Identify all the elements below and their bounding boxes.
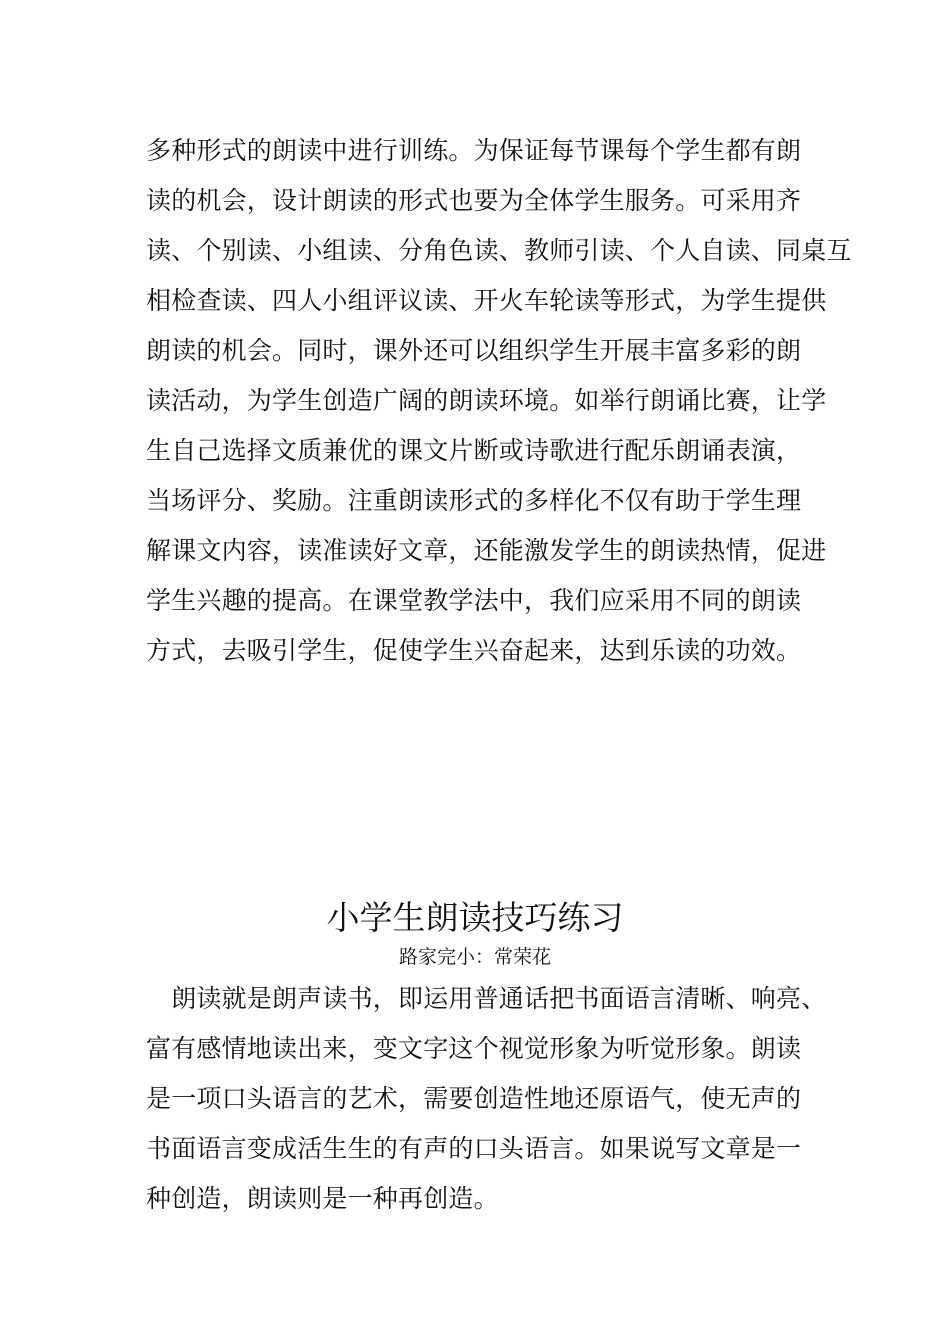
text-line: 学生兴趣的提高。在课堂教学法中，我们应采用不同的朗读: [146, 586, 802, 615]
text-line: 解课文内容，读准读好文章，还能激发学生的朗读热情，促进: [146, 536, 827, 565]
text-line: 相检查读、四人小组评议读、开火车轮读等形式，为学生提供: [146, 286, 827, 315]
author-line: 路家完小：常荣花: [398, 946, 551, 968]
text-line: 读、个别读、小组读、分角色读、教师引读、个人自读、同桌互: [146, 236, 852, 265]
text-line: 方式，去吸引学生，促使学生兴奋起来，达到乐读的功效。: [146, 636, 802, 665]
text-line: 当场评分、奖励。注重朗读形式的多样化不仅有助于学生理: [146, 486, 802, 515]
text-line: 书面语言变成活生生的有声的口头语言。如果说写文章是一: [146, 1134, 802, 1163]
text-line: 多种形式的朗读中进行训练。为保证每节课每个学生都有朗: [146, 136, 802, 165]
text-line: 朗读的机会。同时，课外还可以组织学生开展丰富多彩的朗: [146, 336, 802, 365]
text-line: 富有感情地读出来，变文字这个视觉形象为听觉形象。朗读: [146, 1034, 802, 1063]
text-line: 是一项口头语言的艺术，需要创造性地还原语气，使无声的: [146, 1084, 802, 1113]
text-line: 生自己选择文质兼优的课文片断或诗歌进行配乐朗诵表演，: [146, 436, 802, 465]
article-title: 小学生朗读技巧练习: [326, 898, 624, 937]
text-line: 读活动，为学生创造广阔的朗读环境。如举行朗诵比赛，让学: [146, 386, 827, 415]
text-line: 种创造，朗读则是一种再创造。: [146, 1184, 499, 1213]
text-line: 读的机会，设计朗读的形式也要为全体学生服务。可采用齐: [146, 186, 802, 215]
text-line: 朗读就是朗声读书，即运用普通话把书面语言清晰、响亮、: [146, 984, 827, 1013]
